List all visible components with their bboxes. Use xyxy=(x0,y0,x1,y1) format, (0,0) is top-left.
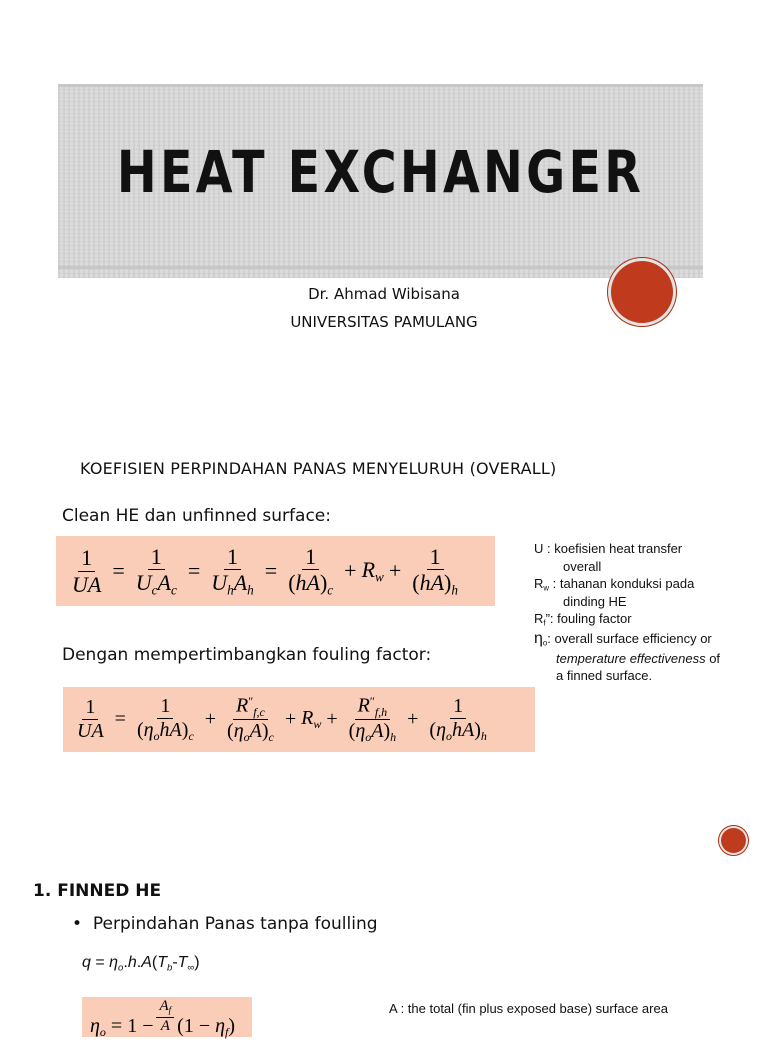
banner-top-line xyxy=(58,84,703,87)
institution-name: UNIVERSITAS PAMULANG xyxy=(290,313,478,331)
fouling-overall-formula: $\frac{1}{UA}$ = $\frac{1}{(\eta_ohA)_c}$ + $\frac{R''_{f,c}}{(\eta_oA)_c}$ + $R_w$ + $\frac{R''_{f,h}}{(\eta_oA)_h}$ + $\frac{1}{(\eta_ohA)_h}$ xyxy=(63,687,535,752)
clean-overall-formula: $\frac{1}{UA}$ = $\frac{1}{U_cA_c}$ = $\frac{1}{U_hA_h}$ = $\frac{1}{(hA)_c}$ + $R_w$ + $\frac{1}{(hA)_h}$ xyxy=(56,536,495,606)
accent-circle-small-icon xyxy=(719,826,748,855)
accent-circle-icon xyxy=(608,258,676,326)
def-u: U : koefisien heat transfer xyxy=(534,541,683,556)
def-rw-cont: dinding HE xyxy=(563,594,627,609)
def-u-cont: overall xyxy=(563,559,602,574)
clean-he-label: Clean HE dan unfinned surface: xyxy=(62,506,331,526)
def-area: A : the total (fin plus exposed base) surface area xyxy=(389,1001,668,1016)
fouling-label: Dengan mempertimbangkan fouling factor: xyxy=(62,645,432,665)
author-name: Dr. Ahmad Wibisana xyxy=(308,285,460,303)
def-eta-cont2: a finned surface. xyxy=(556,668,653,683)
banner-bottom-line xyxy=(58,266,703,269)
finned-he-heading: 1. FINNED HE xyxy=(33,881,162,901)
efficiency-formula: $\eta_o = 1$ − $\frac{A_f}{A}$ $(1 - \eta_f)$ xyxy=(82,997,252,1037)
def-rw: $R_w$ : tahanan konduksi pada xyxy=(534,576,695,593)
slide-title: HEAT EXCHANGER xyxy=(116,138,645,206)
def-rf: $R_f$”: fouling factor xyxy=(534,611,632,628)
def-eta-cont1: temperature effectiveness of xyxy=(556,651,721,666)
heat-rate-equation: $q = \eta_o.h.A(T_b-T_\infty)$ xyxy=(82,954,200,974)
def-eta: $\eta_o$: overall surface efficiency or xyxy=(534,630,712,648)
section-heading: KOEFISIEN PERPINDAHAN PANAS MENYELURUH (OVERALL) xyxy=(80,459,557,478)
symbol-definitions xyxy=(534,540,764,690)
bullet-item: • Perpindahan Panas tanpa foulling xyxy=(72,914,378,934)
